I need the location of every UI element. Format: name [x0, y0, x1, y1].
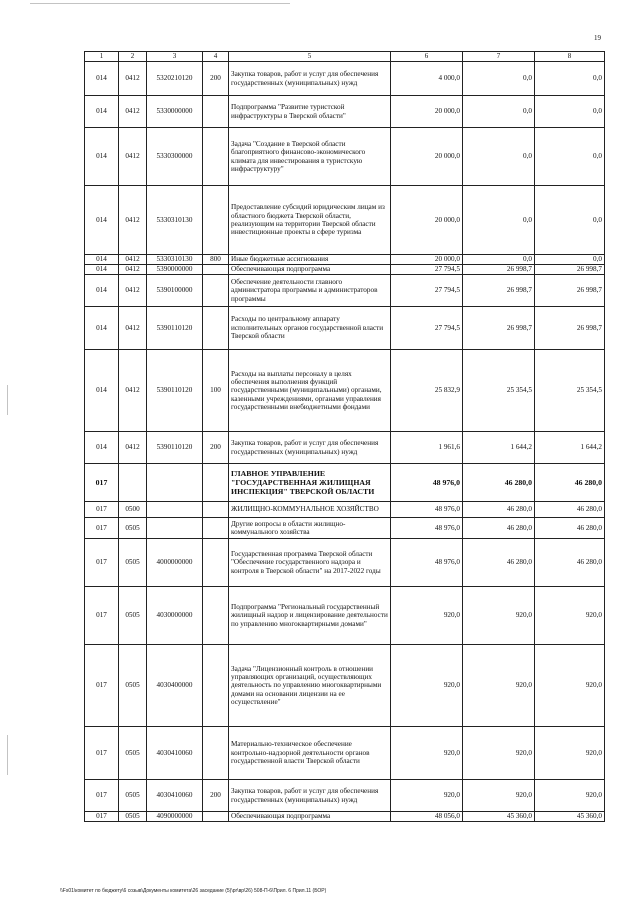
row-description: Задача "Лицензионный контроль в отношении управляющих организаций, осуществляющих деятельность по управлению многоквартирными домами на основании лицензии на ее осуществление" — [229, 645, 391, 727]
row-target-code: 4030000000 — [147, 587, 203, 645]
row-agency-code: 017 — [85, 539, 119, 587]
row-description: ГЛАВНОЕ УПРАВЛЕНИЕ "ГОСУДАРСТВЕННАЯ ЖИЛИЩНАЯ ИНСПЕКЦИЯ" ТВЕРСКОЙ ОБЛАСТИ — [229, 464, 391, 502]
row-section-code: 0505 — [119, 539, 147, 587]
row-target-code: 4030410060 — [147, 727, 203, 780]
row-expense-type — [203, 502, 229, 518]
row-description: ЖИЛИЩНО-КОММУНАЛЬНОЕ ХОЗЯЙСТВО — [229, 502, 391, 518]
row-expense-type — [203, 812, 229, 822]
row-value-col8: 25 354,5 — [535, 350, 605, 432]
row-expense-type — [203, 587, 229, 645]
row-expense-type: 800 — [203, 255, 229, 265]
row-section-code: 0412 — [119, 265, 147, 275]
header-row — [85, 52, 605, 62]
row-value-col7: 0,0 — [463, 62, 535, 96]
row-section-code: 0412 — [119, 186, 147, 255]
table-row — [85, 350, 605, 432]
row-value-col7: 45 360,0 — [463, 812, 535, 822]
row-section-code: 0412 — [119, 96, 147, 128]
row-expense-type — [203, 307, 229, 350]
row-value-col7: 25 354,5 — [463, 350, 535, 432]
row-value-col7: 0,0 — [463, 128, 535, 186]
row-agency-code: 017 — [85, 727, 119, 780]
row-target-code — [147, 464, 203, 502]
row-description: Другие вопросы в области жилищно-коммунального хозяйства — [229, 518, 391, 539]
row-value-col8: 46 280,0 — [535, 539, 605, 587]
row-target-code: 4000000000 — [147, 539, 203, 587]
row-description: Расходы по центральному аппарату исполнительных органов государственной власти Тверской области — [229, 307, 391, 350]
row-value-col7: 26 998,7 — [463, 307, 535, 350]
col-header-4: 4 — [203, 52, 229, 62]
row-expense-type — [203, 186, 229, 255]
row-expense-type — [203, 518, 229, 539]
row-value-col7: 26 998,7 — [463, 265, 535, 275]
row-value-col6: 920,0 — [391, 645, 463, 727]
row-expense-type — [203, 727, 229, 780]
row-value-col6: 920,0 — [391, 587, 463, 645]
row-agency-code: 014 — [85, 350, 119, 432]
row-target-code: 4090000000 — [147, 812, 203, 822]
row-target-code: 4030410060 — [147, 780, 203, 812]
row-agency-code: 014 — [85, 307, 119, 350]
row-value-col8: 46 280,0 — [535, 464, 605, 502]
row-value-col8: 0,0 — [535, 62, 605, 96]
row-expense-type — [203, 275, 229, 307]
table-row — [85, 518, 605, 539]
row-value-col6: 48 056,0 — [391, 812, 463, 822]
row-value-col8: 920,0 — [535, 645, 605, 727]
row-value-col7: 46 280,0 — [463, 539, 535, 587]
row-description: Закупка товаров, работ и услуг для обеспечения государственных (муниципальных) нужд — [229, 62, 391, 96]
row-expense-type — [203, 539, 229, 587]
row-target-code: 5390000000 — [147, 265, 203, 275]
scan-artifact-left-2 — [7, 735, 8, 775]
row-target-code: 5390110120 — [147, 350, 203, 432]
row-expense-type: 200 — [203, 432, 229, 464]
row-value-col8: 45 360,0 — [535, 812, 605, 822]
col-header-1: 1 — [85, 52, 119, 62]
file-path-footer: \\Fs01\комитет по бюджету\6 созыв\Документы комитета\26 заседание (5)\pr\вр\26) 508-П-6\Прил. 6 Прил.11 (БОР) — [60, 888, 327, 894]
row-agency-code: 017 — [85, 502, 119, 518]
row-target-code: 5330300000 — [147, 128, 203, 186]
table-row — [85, 464, 605, 502]
row-section-code: 0505 — [119, 780, 147, 812]
row-value-col6: 20 000,0 — [391, 96, 463, 128]
row-agency-code: 014 — [85, 186, 119, 255]
row-value-col6: 27 794,5 — [391, 307, 463, 350]
table-row — [85, 307, 605, 350]
row-expense-type: 200 — [203, 780, 229, 812]
row-agency-code: 017 — [85, 464, 119, 502]
row-description: Государственная программа Тверской области "Обеспечение государственного надзора и контроля в Тверской области" на 2017-2022 годы — [229, 539, 391, 587]
scan-artifact-top — [30, 3, 290, 4]
row-section-code: 0412 — [119, 255, 147, 265]
row-section-code: 0412 — [119, 432, 147, 464]
row-target-code: 5320210120 — [147, 62, 203, 96]
col-header-2: 2 — [119, 52, 147, 62]
table-row — [85, 727, 605, 780]
row-value-col6: 48 976,0 — [391, 518, 463, 539]
row-section-code — [119, 464, 147, 502]
row-value-col7: 920,0 — [463, 727, 535, 780]
table-row — [85, 186, 605, 255]
row-value-col6: 20 000,0 — [391, 128, 463, 186]
row-description: Закупка товаров, работ и услуг для обеспечения государственных (муниципальных) нужд — [229, 780, 391, 812]
row-value-col6: 48 976,0 — [391, 464, 463, 502]
row-agency-code: 017 — [85, 812, 119, 822]
row-target-code — [147, 502, 203, 518]
budget-table — [84, 51, 605, 822]
row-value-col6: 27 794,5 — [391, 265, 463, 275]
row-description: Материально-техническое обеспечение контрольно-надзорной деятельности органов государственной власти Тверской области — [229, 727, 391, 780]
table-row — [85, 587, 605, 645]
col-header-7: 7 — [463, 52, 535, 62]
row-value-col8: 46 280,0 — [535, 502, 605, 518]
row-target-code — [147, 518, 203, 539]
row-value-col6: 25 832,9 — [391, 350, 463, 432]
row-agency-code: 017 — [85, 518, 119, 539]
row-value-col8: 0,0 — [535, 255, 605, 265]
table-row — [85, 539, 605, 587]
row-value-col6: 4 000,0 — [391, 62, 463, 96]
row-value-col7: 26 998,7 — [463, 275, 535, 307]
row-description: Подпрограмма "Развитие туристской инфраструктуры в Тверской области" — [229, 96, 391, 128]
table-row — [85, 265, 605, 275]
row-description: Предоставление субсидий юридическим лицам из областного бюджета Тверской области, реализующим на территории Тверской области инвестиционные проекты в сфере туризма — [229, 186, 391, 255]
row-value-col7: 46 280,0 — [463, 502, 535, 518]
row-expense-type — [203, 265, 229, 275]
row-agency-code: 014 — [85, 265, 119, 275]
row-section-code: 0505 — [119, 645, 147, 727]
row-target-code: 5330310130 — [147, 255, 203, 265]
row-section-code: 0500 — [119, 502, 147, 518]
row-value-col8: 26 998,7 — [535, 275, 605, 307]
row-value-col8: 1 644,2 — [535, 432, 605, 464]
row-value-col8: 920,0 — [535, 727, 605, 780]
row-agency-code: 014 — [85, 96, 119, 128]
row-value-col8: 920,0 — [535, 587, 605, 645]
row-value-col7: 1 644,2 — [463, 432, 535, 464]
row-target-code: 5330000000 — [147, 96, 203, 128]
row-value-col6: 48 976,0 — [391, 502, 463, 518]
row-value-col7: 0,0 — [463, 255, 535, 265]
row-expense-type: 200 — [203, 62, 229, 96]
row-description: Иные бюджетные ассигнования — [229, 255, 391, 265]
page-number: 19 — [594, 34, 601, 42]
row-value-col8: 26 998,7 — [535, 307, 605, 350]
row-description: Обеспечивающая подпрограмма — [229, 265, 391, 275]
table-row — [85, 255, 605, 265]
row-description: Закупка товаров, работ и услуг для обеспечения государственных (муниципальных) нужд — [229, 432, 391, 464]
row-target-code: 5390110120 — [147, 307, 203, 350]
row-target-code: 5330310130 — [147, 186, 203, 255]
row-value-col7: 920,0 — [463, 587, 535, 645]
table-row — [85, 502, 605, 518]
row-section-code: 0412 — [119, 128, 147, 186]
table-row — [85, 432, 605, 464]
row-value-col8: 920,0 — [535, 780, 605, 812]
col-header-6: 6 — [391, 52, 463, 62]
row-section-code: 0412 — [119, 307, 147, 350]
row-value-col8: 0,0 — [535, 186, 605, 255]
row-agency-code: 017 — [85, 645, 119, 727]
table-row — [85, 62, 605, 96]
row-agency-code: 014 — [85, 255, 119, 265]
row-value-col6: 1 961,6 — [391, 432, 463, 464]
table-row — [85, 96, 605, 128]
row-value-col8: 26 998,7 — [535, 265, 605, 275]
row-agency-code: 014 — [85, 62, 119, 96]
row-value-col7: 920,0 — [463, 780, 535, 812]
row-value-col7: 920,0 — [463, 645, 535, 727]
row-value-col7: 0,0 — [463, 186, 535, 255]
table-row — [85, 128, 605, 186]
table-row — [85, 812, 605, 822]
row-expense-type — [203, 464, 229, 502]
row-section-code: 0505 — [119, 518, 147, 539]
row-agency-code: 014 — [85, 275, 119, 307]
row-target-code: 4030400000 — [147, 645, 203, 727]
row-expense-type — [203, 128, 229, 186]
col-header-8: 8 — [535, 52, 605, 62]
row-description: Обеспечивающая подпрограмма — [229, 812, 391, 822]
row-value-col8: 46 280,0 — [535, 518, 605, 539]
table-row — [85, 645, 605, 727]
row-expense-type — [203, 96, 229, 128]
row-description: Обеспечение деятельности главного администратора программы и администраторов программы — [229, 275, 391, 307]
col-header-5: 5 — [229, 52, 391, 62]
row-agency-code: 017 — [85, 587, 119, 645]
scan-artifact-left — [7, 385, 8, 415]
row-expense-type: 100 — [203, 350, 229, 432]
row-value-col6: 20 000,0 — [391, 255, 463, 265]
row-section-code: 0505 — [119, 812, 147, 822]
row-expense-type — [203, 645, 229, 727]
row-value-col7: 46 280,0 — [463, 464, 535, 502]
row-value-col7: 0,0 — [463, 96, 535, 128]
row-target-code: 5390100000 — [147, 275, 203, 307]
row-value-col7: 46 280,0 — [463, 518, 535, 539]
row-value-col6: 920,0 — [391, 780, 463, 812]
row-section-code: 0412 — [119, 350, 147, 432]
row-target-code: 5390110120 — [147, 432, 203, 464]
table-row — [85, 780, 605, 812]
row-description: Расходы на выплаты персоналу в целях обеспечения выполнения функций государственными (муниципальными) органами, казенными учреждениями, органами управления государственными внебюджетными фондами — [229, 350, 391, 432]
row-value-col6: 48 976,0 — [391, 539, 463, 587]
col-header-3: 3 — [147, 52, 203, 62]
row-value-col6: 27 794,5 — [391, 275, 463, 307]
row-description: Подпрограмма "Региональный государственный жилищный надзор и лицензирование деятельности по управлению многоквартирными домами" — [229, 587, 391, 645]
row-agency-code: 017 — [85, 780, 119, 812]
row-value-col8: 0,0 — [535, 128, 605, 186]
row-section-code: 0505 — [119, 727, 147, 780]
row-agency-code: 014 — [85, 128, 119, 186]
row-value-col6: 20 000,0 — [391, 186, 463, 255]
row-section-code: 0505 — [119, 587, 147, 645]
row-value-col8: 0,0 — [535, 96, 605, 128]
row-section-code: 0412 — [119, 62, 147, 96]
row-section-code: 0412 — [119, 275, 147, 307]
row-description: Задача "Создание в Тверской области благоприятного финансово-экономического климата для инвестирования в туристскую инфраструктуру" — [229, 128, 391, 186]
row-agency-code: 014 — [85, 432, 119, 464]
table-row — [85, 275, 605, 307]
row-value-col6: 920,0 — [391, 727, 463, 780]
